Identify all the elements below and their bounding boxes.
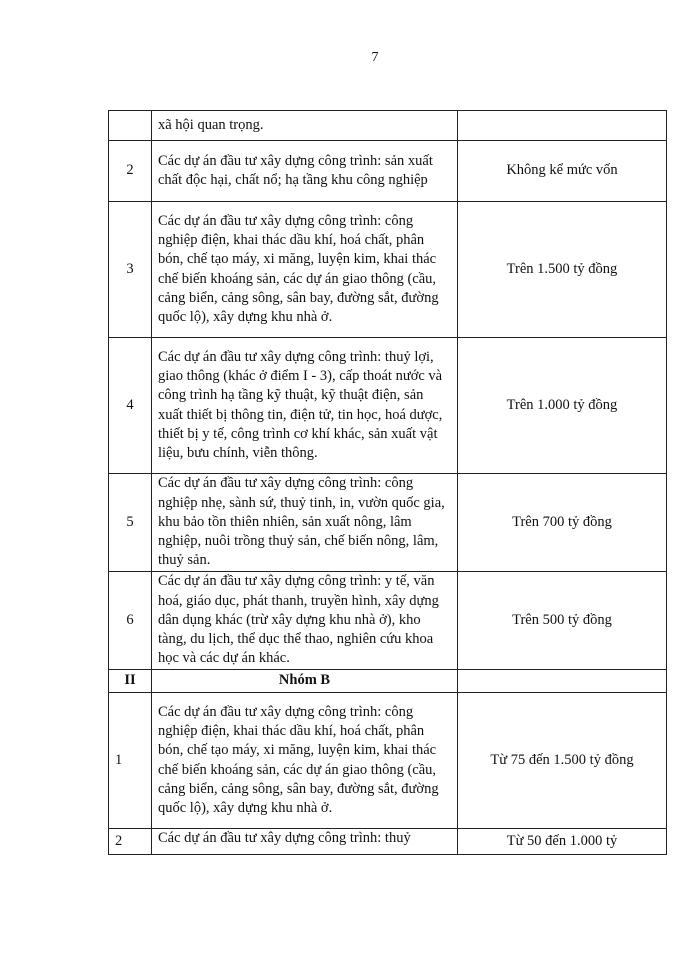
row-description: Các dự án đầu tư xây dựng công trình: công nghiệp điện, khai thác dầu khí, hoá chất, phân bón, chế tạo máy, xi măng, luyện kim, khai thác chế biến khoáng sản, các dự án giao thông (cầu, cảng biển, cảng sông, sân bay, đường sắt, đường quốc lộ), xây dựng khu nhà ở. (152, 202, 458, 338)
row-number: 3 (109, 202, 152, 338)
row-value: Trên 500 tỷ đồng (458, 572, 667, 670)
row-value (458, 111, 667, 141)
table-row (109, 829, 667, 855)
row-number: 4 (109, 338, 152, 474)
row-value: Không kể mức vốn (458, 141, 667, 202)
row-number: 1 (109, 693, 152, 829)
row-number: 2 (109, 141, 152, 202)
table-row (109, 474, 667, 572)
group-title: Nhóm B (152, 670, 458, 693)
row-number: 5 (109, 474, 152, 572)
row-description: Các dự án đầu tư xây dựng công trình: sản xuất chất độc hại, chất nổ; hạ tầng khu công nghiệp (152, 141, 458, 202)
table-row (109, 202, 667, 338)
row-number: 6 (109, 572, 152, 670)
row-value: Trên 1.500 tỷ đồng (458, 202, 667, 338)
table-row (109, 338, 667, 474)
project-classification-table (108, 110, 667, 855)
row-value: Từ 75 đến 1.500 tỷ đồng (458, 693, 667, 829)
row-description: xã hội quan trọng. (152, 111, 458, 141)
group-number: II (109, 670, 152, 693)
table-row (109, 693, 667, 829)
row-description: Các dự án đầu tư xây dựng công trình: thuỷ lợi, giao thông (khác ở điểm I - 3), cấp thoát nước và công trình hạ tầng kỹ thuật, kỹ thuật điện, sản xuất thiết bị thông tin, điện tử, tin học, hoá dược, thiết bị y tế, công trình cơ khí khác, sản xuất vật liệu, bưu chính, viễn thông. (152, 338, 458, 474)
table-row (109, 141, 667, 202)
row-value (458, 670, 667, 693)
table-row (109, 572, 667, 670)
row-description: Các dự án đầu tư xây dựng công trình: y tế, văn hoá, giáo dục, phát thanh, truyền hình, xây dựng dân dụng khác (trừ xây dựng khu nhà ở), kho tàng, du lịch, thể dục thể thao, nghiên cứu khoa học và các dự án khác. (152, 572, 458, 670)
row-description: Các dự án đầu tư xây dựng công trình: công nghiệp điện, khai thác dầu khí, hoá chất, phân bón, chế tạo máy, xi măng, luyện kim, khai thác chế biến khoáng sản, các dự án giao thông (cầu, cảng biển, cảng sông, sân bay, đường sắt, đường quốc lộ), xây dựng khu nhà ở. (152, 693, 458, 829)
row-value: Trên 700 tỷ đồng (458, 474, 667, 572)
row-value: Từ 50 đến 1.000 tỷ (458, 829, 667, 855)
row-number: 2 (109, 829, 152, 855)
row-value: Trên 1.000 tỷ đồng (458, 338, 667, 474)
row-description: Các dự án đầu tư xây dựng công trình: công nghiệp nhẹ, sành sứ, thuỷ tinh, in, vườn quốc gia, khu bảo tồn thiên nhiên, sản xuất nông, lâm nghiệp, nuôi trồng thuỷ sản, chế biến nông, lâm, thuỷ sản. (152, 474, 458, 572)
page-number: 7 (371, 50, 379, 65)
table-row (109, 111, 667, 141)
row-description: Các dự án đầu tư xây dựng công trình: thuỷ (152, 829, 458, 855)
group-header-row (109, 670, 667, 693)
row-number (109, 111, 152, 141)
